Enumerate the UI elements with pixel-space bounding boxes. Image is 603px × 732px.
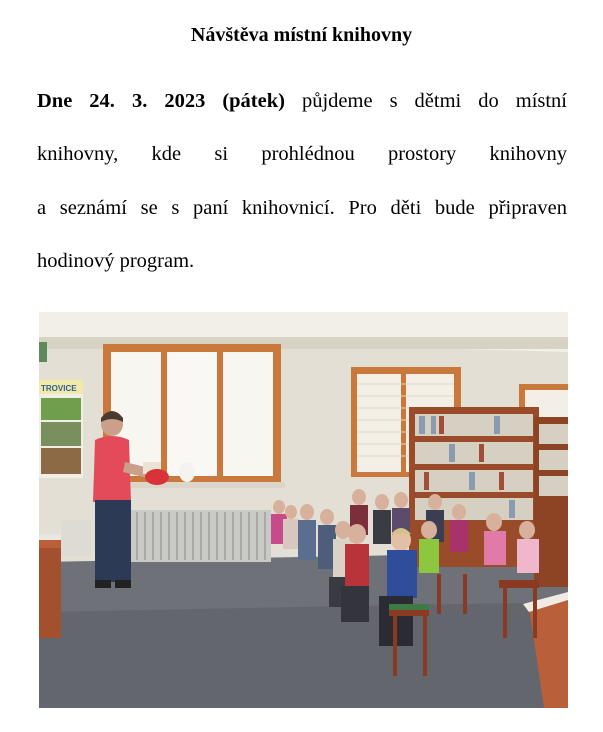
photo-illustration (39, 312, 568, 708)
paragraph-line-4: hodinový program. (37, 250, 195, 272)
paragraph-line-1 (37, 88, 567, 114)
date-highlight: Dne 24. 3. 2023 (pátek) (37, 90, 285, 112)
library-visit-photo (39, 312, 568, 708)
line-1-text: půjdeme s dětmi do místní (284, 90, 568, 112)
paragraph-line-3: a seznámí se s paní knihovnicí. Pro děti bude připraven (37, 197, 567, 219)
poster-text: TROVICE (41, 384, 77, 393)
document-title: Návštěva místní knihovny (190, 24, 413, 46)
paragraph-line-2: knihovny, kde si prohlédnou prostory knihovny (37, 143, 567, 165)
